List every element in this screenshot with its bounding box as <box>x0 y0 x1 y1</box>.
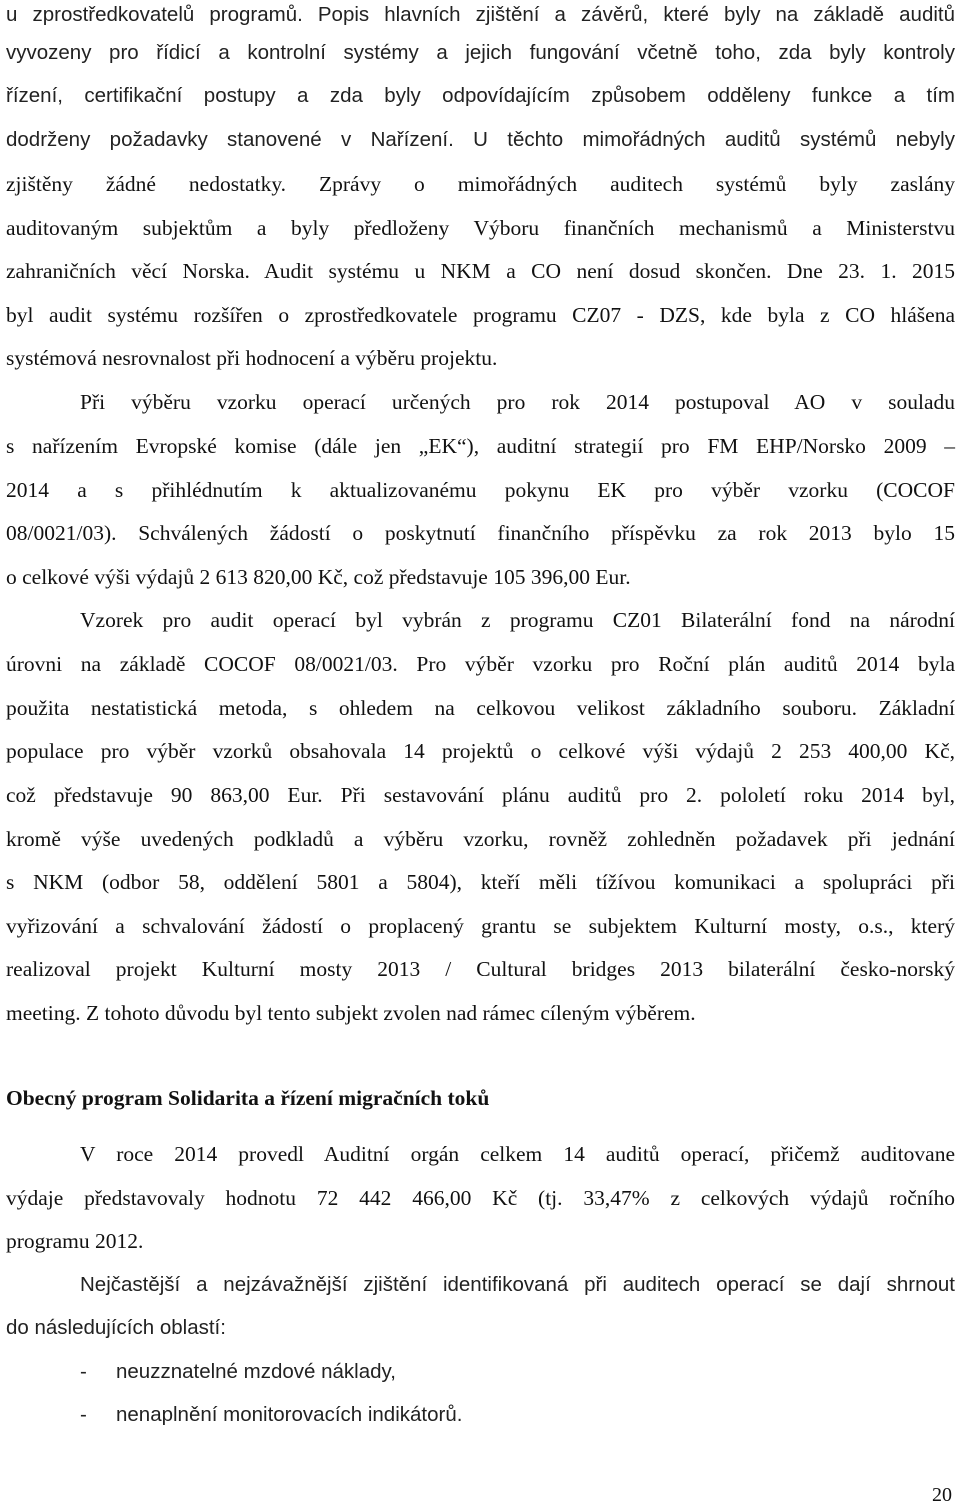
text-line: populace pro výběr vzorků obsahovala 14 projektů o celkové výši výdajů 2 253 400,00 Kč, <box>6 739 955 763</box>
text-line: u zprostředkovatelů programů. Popis hlavních zjištění a závěrů, které byly na základě auditů <box>6 3 955 26</box>
text-line: řízení, certifikační postupy a zda byly odpovídajícím způsobem odděleny funkce a tím <box>6 84 955 107</box>
text-line: zjištěny žádné nedostatky. Zprávy o mimořádných auditech systémů byly zaslány <box>6 172 955 196</box>
text-line: Vzorek pro audit operací byl vybrán z programu CZ01 Bilaterální fond na národní <box>80 608 955 632</box>
text-line: Nejčastější a nejzávažnější zjištění identifikovaná při auditech operací se dají shrnout <box>80 1273 955 1296</box>
text-line: vyvozeny pro řídicí a kontrolní systémy a jejich fungování včetně toho, zda byly kontroly <box>6 41 955 64</box>
text-line: kromě výše uvedených podkladů a výběru vzorku, rovněž zohledněn požadavek při jednání <box>6 827 955 851</box>
text-line: s NKM (odbor 58, oddělení 5801 a 5804), kteří měli tížívou komunikaci a spolupráci při <box>6 870 955 894</box>
list-dash: - <box>80 1403 87 1426</box>
text-line: meeting. Z tohoto důvodu byl tento subjekt zvolen nad rámec cíleným výběrem. <box>6 1001 696 1025</box>
text-line: systémová nesrovnalost při hodnocení a výběru projektu. <box>6 346 498 370</box>
list-item-text: nenaplnění monitorovacích indikátorů. <box>116 1403 463 1426</box>
list-item <box>80 1357 396 1387</box>
text-line: vyřizování a schvalování žádostí o proplacený grantu se subjektem Kulturní mosty, o.s., který <box>6 914 955 938</box>
section-heading: Obecný program Solidarita a řízení migračních toků <box>6 1086 490 1110</box>
text-line: do následujících oblastí: <box>6 1316 226 1339</box>
text-line: Při výběru vzorku operací určených pro rok 2014 postupoval AO v souladu <box>80 390 955 414</box>
text-line: programu 2012. <box>6 1229 144 1253</box>
list-dash: - <box>80 1360 87 1383</box>
text-line: 08/0021/03). Schválených žádostí o poskytnutí finančního příspěvku za rok 2013 bylo 15 <box>6 521 955 545</box>
text-line: výdaje představovaly hodnotu 72 442 466,00 Kč (tj. 33,47% z celkových výdajů ročního <box>6 1186 955 1210</box>
list-item-text: neuzznatelné mzdové náklady, <box>116 1360 396 1383</box>
text-line: použita nestatistická metoda, s ohledem na celkovou velikost základního souboru. Základní <box>6 696 955 720</box>
text-line: dodrženy požadavky stanovené v Nařízení. U těchto mimořádných auditů systémů nebyly <box>6 128 955 151</box>
text-line: realizoval projekt Kulturní mosty 2013 / Cultural bridges 2013 bilaterální česko-norský <box>6 957 955 981</box>
page-number: 20 <box>932 1484 952 1506</box>
text-line: o celkové výši výdajů 2 613 820,00 Kč, což představuje 105 396,00 Eur. <box>6 565 631 589</box>
text-line: což představuje 90 863,00 Eur. Při sestavování plánu auditů pro 2. pololetí roku 2014 byl, <box>6 783 955 807</box>
text-line: byl audit systému rozšířen o zprostředkovatele programu CZ07 - DZS, kde byla z CO hlášena <box>6 303 955 327</box>
list-item <box>80 1400 462 1430</box>
text-line: zahraničních věcí Norska. Audit systému u NKM a CO není dosud skončen. Dne 23. 1. 2015 <box>6 259 955 283</box>
text-line: s nařízením Evropské komise (dále jen „EK“), auditní strategií pro FM EHP/Norsko 2009 – <box>6 434 955 458</box>
text-line: 2014 a s přihlédnutím k aktualizovanému pokynu EK pro výběr vzorku (COCOF <box>6 478 955 502</box>
text-line: V roce 2014 provedl Auditní orgán celkem 14 auditů operací, přičemž auditovane <box>80 1142 955 1166</box>
text-line: auditovaným subjektům a byly předloženy Výboru finančních mechanismů a Ministerstvu <box>6 216 955 240</box>
text-line: úrovni na základě COCOF 08/0021/03. Pro výběr vzorku pro Roční plán auditů 2014 byla <box>6 652 955 676</box>
